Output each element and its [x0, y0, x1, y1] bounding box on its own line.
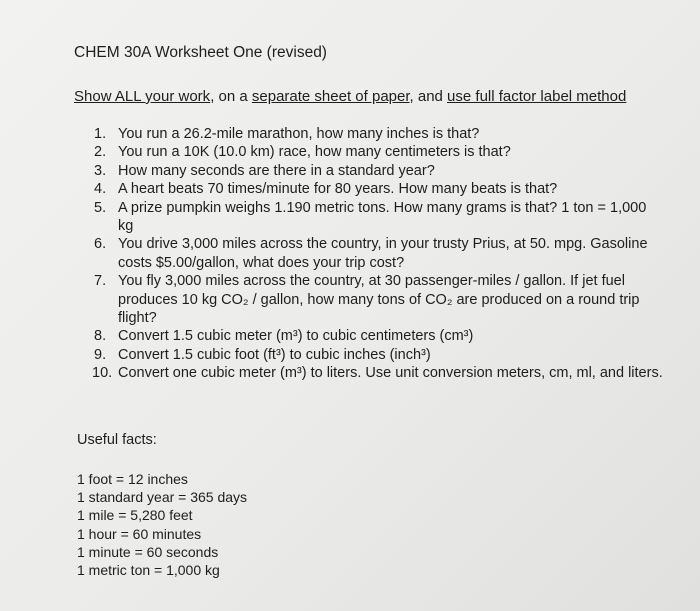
useful-facts-heading: Useful facts: — [77, 432, 157, 448]
question-item — [94, 180, 664, 198]
question-number: 10. — [92, 365, 113, 382]
question-text: Convert 1.5 cubic foot (ft³) to cubic inches (inch³) — [118, 346, 431, 363]
useful-facts-list — [77, 470, 247, 579]
question-text: Convert one cubic meter (m³) to liters. Use unit conversion meters, cm, ml, and liters. — [118, 365, 663, 382]
question-list — [94, 125, 664, 383]
worksheet-title: CHEM 30A Worksheet One (revised) — [74, 44, 327, 61]
question-item — [94, 235, 664, 272]
instructions — [74, 88, 626, 105]
question-number: 3. — [94, 162, 107, 179]
question-item — [94, 199, 664, 236]
question-item — [94, 125, 664, 143]
fact-item: 1 mile = 5,280 feet — [77, 507, 193, 524]
fact-item: 1 foot = 12 inches — [77, 471, 188, 487]
question-item — [94, 162, 664, 180]
question-text: You run a 10K (10.0 km) race, how many centimeters is that? — [118, 144, 511, 161]
question-text: Convert 1.5 cubic meter (m³) to cubic centimeters (cm³) — [118, 328, 474, 345]
question-number: 4. — [94, 181, 107, 198]
instructions-separate-sheet: separate sheet of paper — [251, 88, 410, 105]
question-text: How many seconds are there in a standard year? — [118, 162, 435, 179]
question-item — [94, 143, 664, 161]
question-text: A prize pumpkin weighs 1.190 metric tons. How many grams is that? 1 ton = 1,000 kg — [118, 199, 647, 235]
question-number: 1. — [94, 126, 107, 142]
question-text: A heart beats 70 times/minute for 80 years. How many beats is that? — [118, 181, 558, 198]
question-number: 7. — [94, 273, 107, 290]
question-number: 9. — [94, 346, 107, 363]
instructions-show-work: Show ALL your work — [74, 88, 211, 105]
question-number: 5. — [94, 199, 107, 216]
instructions-text-1: , on a — [210, 88, 252, 105]
question-number: 6. — [94, 236, 107, 253]
question-number: 2. — [94, 144, 107, 161]
question-text: You drive 3,000 miles across the country, in your trusty Prius, at 50. mpg. Gasoline costs $5.00/gallon, what does your trip cost? — [118, 236, 648, 271]
fact-item: 1 standard year = 365 days — [77, 489, 248, 506]
fact-item: 1 hour = 60 minutes — [77, 525, 202, 542]
instructions-factor-label: use full factor label method — [447, 88, 627, 105]
question-text: You fly 3,000 miles across the country, at 30 passenger-miles / gallon. If jet fuel produces 10 kg CO₂ / gallon, how many tons of CO₂ are produced on a round trip flight? — [118, 273, 640, 327]
question-text: You run a 26.2-mile marathon, how many inches is that? — [118, 126, 480, 142]
instructions-text-2: , and — [409, 88, 448, 105]
question-item — [94, 364, 664, 382]
question-item — [94, 327, 664, 345]
question-number: 8. — [94, 328, 107, 345]
question-item — [94, 272, 664, 327]
fact-item: 1 minute = 60 seconds — [77, 543, 219, 560]
question-item — [94, 346, 664, 364]
fact-item: 1 metric ton = 1,000 kg — [77, 562, 220, 579]
